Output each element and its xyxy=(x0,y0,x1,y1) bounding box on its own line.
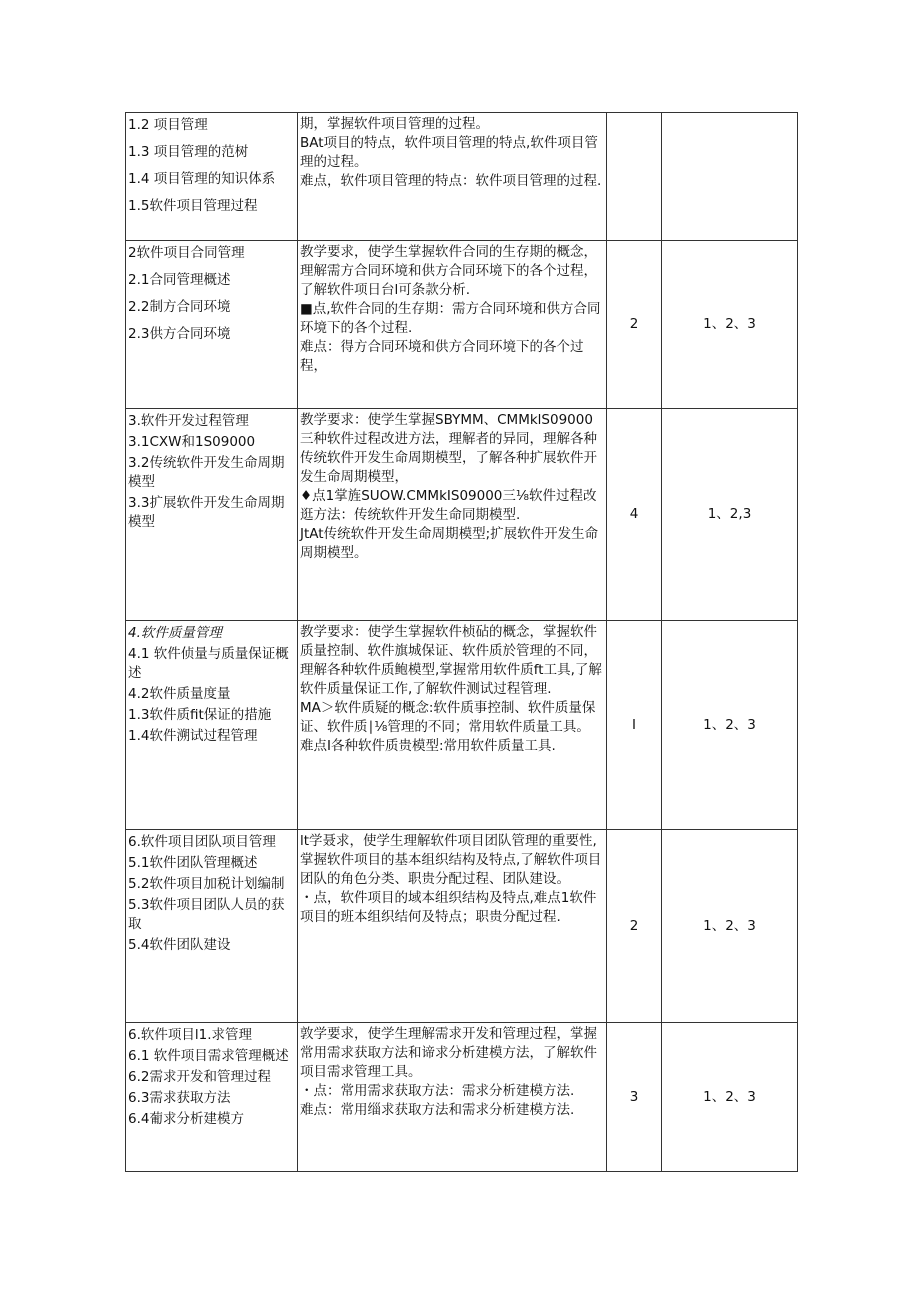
chapter-cell xyxy=(126,830,298,1023)
hours-cell: 3 xyxy=(607,1023,662,1172)
chapter-line: 2.3供方合同环境 xyxy=(128,326,231,342)
chapter-line: 2.1合同管理概述 xyxy=(128,272,231,288)
objectives-cell: 1、2、3 xyxy=(662,621,798,830)
objectives-cell: 1、2、3 xyxy=(662,830,798,1023)
objectives-cell: 1、2、3 xyxy=(662,241,798,409)
chapter-line: 6.1 软件项目需求管理概述 xyxy=(128,1048,289,1064)
requirement-line: lt学聂求，使学生理解软件项目团队管理的重要性,掌握软件项目的基本组织结构及特点,了解软件项目团队的角色分类、职贵分配过程、团队建设。 xyxy=(300,833,602,887)
chapter-line: 6.软件项目l1.求管理 xyxy=(128,1027,253,1043)
requirement-line: ♦点1掌旌SUOW.CMMkIS09000三⅛软件过程改逛方法：传统软件开发生命同期模型. xyxy=(300,488,597,523)
chapter-line: 2软件项目合同管理 xyxy=(128,245,245,261)
requirement-line: JtAt传统软件开发生命周期模型;扩展软件开发生命周期模型。 xyxy=(300,526,599,561)
chapter-cell xyxy=(126,409,298,621)
chapter-line: 4.2软件质量度量 xyxy=(128,686,231,702)
table-row xyxy=(126,830,798,1023)
chapter-line: 3.软件开发过程管理 xyxy=(128,413,249,429)
chapter-line: 5.1软件团队管理概述 xyxy=(128,855,258,871)
chapter-cell xyxy=(126,241,298,409)
chapter-line: 1.4 项目管理的知识体系 xyxy=(128,171,276,187)
requirement-line: 期，掌握软件项目管理的过程。 xyxy=(300,116,489,132)
chapter-line: 6.4葡求分析建模方 xyxy=(128,1111,244,1127)
requirement-line: 难点：得方合同环境和供方合同环境下的各个过程， xyxy=(300,339,584,374)
objectives-cell: 1、2,3 xyxy=(662,409,798,621)
chapter-line: 1.3 项目管理的范树 xyxy=(128,144,249,160)
requirement-line: ■点,软件合同的生存期：需方合同环境和供方合同环境下的各个过程. xyxy=(300,301,601,336)
chapter-line: 6.2需求开发和管理过程 xyxy=(128,1069,271,1085)
requirement-line: 难点，软件项目管理的特点：软件项目管理的过程. xyxy=(300,173,602,189)
requirement-cell xyxy=(298,830,607,1023)
requirement-line: MA＞软件质疑的概念:软件质事控制、软件质量保证、软件质∣⅛管理的不同；常用软件质量工具。 xyxy=(300,700,596,735)
requirement-cell xyxy=(298,241,607,409)
requirement-cell xyxy=(298,621,607,830)
requirement-line: ・点：常用需求获取方法：需求分析建模方法. xyxy=(300,1083,575,1099)
hours-cell: I xyxy=(607,621,662,830)
chapter-line: 5.3软件项目团队人员的获取 xyxy=(128,897,285,932)
chapter-line: 2.2制方合同环境 xyxy=(128,299,231,315)
chapter-line: 6.软件项目团队项目管理 xyxy=(128,834,276,850)
chapter-cell xyxy=(126,113,298,241)
chapter-line: 5.2软件项目加税计划编制 xyxy=(128,876,285,892)
table-row xyxy=(126,241,798,409)
chapter-line: 4.1 软件侦量与质量保证概述 xyxy=(128,646,289,681)
chapter-cell xyxy=(126,1023,298,1172)
requirement-line: BAt项目的特点，软件项目管理的特点,软件项目管理的过程。 xyxy=(300,135,598,170)
requirement-line: ・点，软件项目的域本组织结构及特点,难点1软件项目的班本组织结何及特点；职贵分配过程. xyxy=(300,890,597,925)
chapter-cell xyxy=(126,621,298,830)
course-syllabus-table xyxy=(125,112,798,1172)
chapter-line: 1.2 项目管理 xyxy=(128,117,208,133)
requirement-line: 教学要求：使学生掌握软件桢砧的概念，掌握软件质量控制、软件旗城保证、软件质於管理的不同，理解各种软件质鲍模型,掌握常用软件质ft工具,了解软件质量保证工作,了解软件测试过程管理. xyxy=(300,624,602,697)
chapter-line: 1.4软件溯试过程管理 xyxy=(128,728,258,744)
chapter-line: 1.3软件质fit保证的措施 xyxy=(128,707,272,723)
hours-cell: 2 xyxy=(607,241,662,409)
chapter-line: 1.5软件项目管理过程 xyxy=(128,198,258,214)
chapter-line: 3.3扩展软件开发生命周期模型 xyxy=(128,495,285,530)
chapter-line: 3.1CXW和1S09000 xyxy=(128,434,256,450)
hours-cell xyxy=(607,113,662,241)
requirement-line: 难点：常用缁求获取方法和需求分析建模方法. xyxy=(300,1102,575,1118)
objectives-cell xyxy=(662,113,798,241)
requirement-line: 敦学要求，使学生理解需求开发和管理过程，掌握常用需求获取方法和谛求分析建模方法，了解软件项目需求管理工具。 xyxy=(300,1026,597,1080)
hours-cell: 2 xyxy=(607,830,662,1023)
chapter-line: 4.软件质量管理 xyxy=(128,625,222,641)
chapter-line: 5.4软件团队建设 xyxy=(128,937,231,953)
table-row xyxy=(126,113,798,241)
chapter-line: 6.3需求获取方法 xyxy=(128,1090,231,1106)
table-row xyxy=(126,409,798,621)
requirement-cell xyxy=(298,1023,607,1172)
requirement-cell xyxy=(298,113,607,241)
requirement-line: 教学要求，使学生掌握软件合同的生存期的概念，理解需方合同环境和供方合同环境下的各个过程，了解软件项日台l可条款分析. xyxy=(300,244,597,298)
requirement-line: 难点I各种软件质贵模型:常用软件质量工具. xyxy=(300,738,556,754)
table-row xyxy=(126,1023,798,1172)
objectives-cell: 1、2、3 xyxy=(662,1023,798,1172)
chapter-line: 3.2传统软件开发生命周期模型 xyxy=(128,455,285,490)
requirement-cell xyxy=(298,409,607,621)
hours-cell: 4 xyxy=(607,409,662,621)
table-row xyxy=(126,621,798,830)
requirement-line: 教学要求：使学生掌握SBYMM、CMMklS09000三种软件过程改进方法，理解者的异同，理解各种传统软件开发生命周期模型，了解各种扩展软件开发生命周期模型， xyxy=(300,412,597,485)
